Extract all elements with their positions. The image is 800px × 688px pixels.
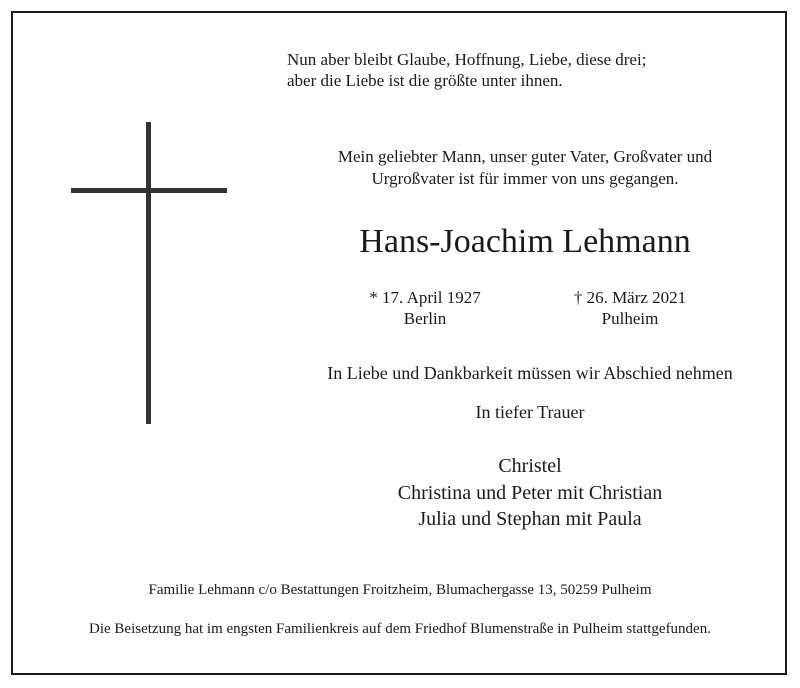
death-date: † 26. März 2021 bbox=[573, 288, 687, 307]
cross-horizontal-bar bbox=[71, 188, 227, 193]
mourner-name: Christina und Peter mit Christian bbox=[397, 481, 663, 504]
intro-line-2: Urgroßvater ist für immer von uns gegangen. bbox=[371, 169, 679, 188]
intro-line-1: Mein geliebter Mann, unser guter Vater, Großvater und bbox=[337, 147, 713, 166]
birth-date: * 17. April 1927 bbox=[369, 288, 481, 307]
obituary-frame bbox=[11, 11, 787, 675]
deceased-name: Hans-Joachim Lehmann bbox=[359, 223, 691, 260]
intro-text bbox=[290, 146, 760, 190]
mourner-name: Julia und Stephan mit Paula bbox=[418, 508, 642, 530]
birth-info bbox=[330, 287, 520, 329]
birth-place: Berlin bbox=[403, 309, 447, 328]
death-place: Pulheim bbox=[601, 309, 659, 328]
verse-line-1: Nun aber bleibt Glaube, Hoffnung, Liebe, diese drei; bbox=[287, 50, 647, 69]
cross-vertical-bar bbox=[146, 122, 151, 424]
bible-verse bbox=[287, 49, 646, 91]
mourners-list bbox=[280, 453, 780, 533]
mourning-intro: In tiefer Trauer bbox=[475, 402, 585, 422]
family-address: Familie Lehmann c/o Bestattungen Froitzheim, Blumachergasse 13, 50259 Pulheim bbox=[148, 582, 652, 598]
farewell-text: In Liebe und Dankbarkeit müssen wir Abschied nehmen bbox=[327, 363, 733, 383]
mourner-name: Christel bbox=[498, 455, 562, 477]
death-info bbox=[535, 287, 725, 329]
verse-line-2: aber die Liebe ist die größte unter ihnen. bbox=[287, 71, 563, 90]
burial-note: Die Beisetzung hat im engsten Familienkreis auf dem Friedhof Blumenstraße in Pulheim stattgefunden. bbox=[89, 621, 711, 637]
